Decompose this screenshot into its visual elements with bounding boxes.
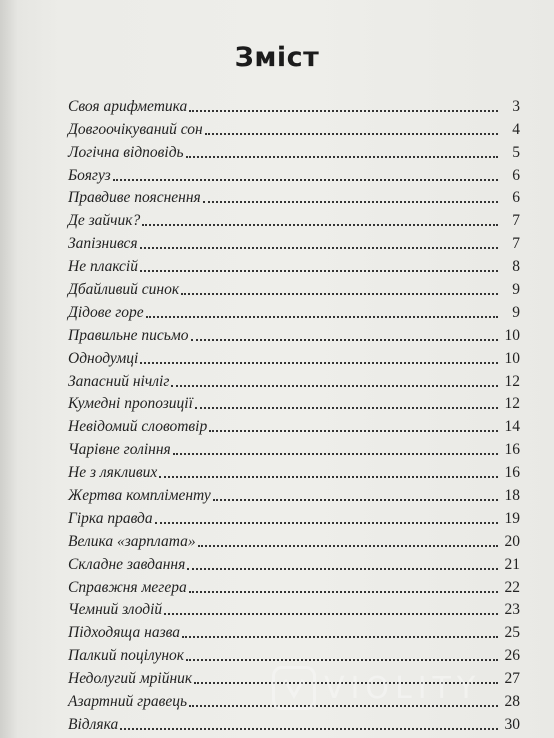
toc-entry [68,436,520,459]
page-title: Зміст [234,42,320,73]
toc-entry-title: Справжня мегера [68,578,187,596]
toc-entry-page: 22 [504,578,520,596]
toc-entry-title: Не плаксій [68,258,138,276]
toc-entry [68,711,520,734]
toc-entry-page: 14 [504,418,520,436]
toc-entry [68,368,520,391]
dot-leader [181,293,498,295]
toc-entry-page: 27 [504,670,520,688]
toc-entry-page: 8 [512,258,520,276]
dot-leader [194,682,498,684]
toc-entry-page: 16 [504,441,520,459]
dot-leader [195,407,498,409]
toc-entry-title: Невідомий словотвір [68,418,208,436]
toc-entry [68,230,520,253]
toc-entry-page: 10 [504,349,520,367]
dot-leader [191,339,498,341]
dot-leader [186,659,498,661]
toc-entry-title: Однодумці [68,349,139,367]
toc-entry-page: 10 [504,326,520,344]
toc-entry [68,139,520,162]
toc-entry [68,551,520,574]
toc-entry-page: 6 [512,189,520,207]
dot-leader [182,636,498,638]
toc-entry-page: 3 [512,97,520,115]
toc-entry-page: 23 [504,601,520,619]
toc-entry [68,505,520,528]
dot-leader [146,316,498,318]
toc-entry-title: Велика «зарплата» [68,532,196,550]
dot-leader [164,613,498,615]
toc-entry [68,665,520,688]
toc-entry-page: 7 [512,235,520,253]
toc-entry-page: 4 [512,120,520,138]
toc-entry-title: Жертва компліменту [68,487,211,505]
toc-entry [68,322,520,345]
toc-entry-page: 12 [504,372,520,390]
toc-entry-title: Запасний нічліг [68,372,170,390]
toc-entry [68,482,520,505]
dot-leader [113,179,498,181]
toc-entry-title: Відляка [68,715,119,733]
toc-entry-title: Запізнився [68,235,138,253]
dot-leader [171,385,498,387]
toc-entry-page: 9 [512,281,520,299]
toc-entry-title: Правильне письмо [68,326,189,344]
toc-entry [68,391,520,414]
toc-entry-page: 20 [504,532,520,550]
toc-entry-title: Чарівне гоління [68,441,171,459]
toc-entry-page: 19 [504,509,520,527]
dot-leader [140,270,498,272]
dot-leader [213,499,498,501]
toc-entry-page: 26 [504,647,520,665]
toc-entry-title: Складне завдання [68,555,186,573]
dot-leader [198,545,498,547]
toc-entry [68,299,520,322]
toc-entry-page: 30 [504,715,520,733]
toc-entry-title: Підходяща назва [68,624,180,642]
toc-entry-title: Кумедні пропозиції [68,395,193,413]
watermark-text: VIOLITY [324,670,482,706]
dot-leader [120,728,498,730]
toc-entry-title: Дідове горе [68,303,144,321]
toc-entry-page: 16 [504,464,520,482]
toc-entry [68,207,520,230]
toc-entry [68,116,520,139]
toc-entry [68,574,520,597]
toc-entry-page: 28 [504,693,520,711]
toc-entry [68,185,520,208]
toc-entry-title: Своя арифметика [68,97,188,115]
toc-entry-title: Довгоочікуваний сон [68,120,203,138]
toc-entry [68,642,520,665]
toc-entry [68,528,520,551]
toc-entry-title: Дбайливий синок [68,281,180,299]
toc-entry-title: Боягуз [68,166,111,184]
toc-entry-page: 7 [512,212,520,230]
toc-entry-title: Де зайчик? [68,212,141,230]
dot-leader [203,201,498,203]
toc-entry-page: 25 [504,624,520,642]
toc-entry [68,162,520,185]
dot-leader [205,133,498,135]
toc-entry [68,688,520,711]
toc-entry [68,276,520,299]
dot-leader [189,591,498,593]
dot-leader [140,362,498,364]
dot-leader [209,430,498,432]
toc-entry-title: Недолугий мрійник [68,670,193,688]
toc-entry [68,345,520,368]
toc-entry-page: 21 [504,555,520,573]
toc-entry-page: 12 [504,395,520,413]
dot-leader [159,476,498,478]
toc-entry [68,459,520,482]
dot-leader [186,156,498,158]
toc-entry-page: 6 [512,166,520,184]
toc-entry [68,93,520,116]
toc-entry-title: Не з лякливих [68,464,158,482]
dot-leader [173,453,498,455]
toc-entry-title: Палкий поцілунок [68,647,185,665]
dot-leader [189,705,498,707]
toc-entry [68,413,520,436]
dot-leader [187,568,498,570]
toc-entry-title: Азартний гравець [68,693,188,711]
toc-entry [68,597,520,620]
dot-leader [155,522,498,524]
dot-leader [140,247,498,249]
toc-entry-title: Правдиве пояснення [68,189,201,207]
table-of-contents [68,93,520,734]
toc-entry-page: 18 [504,487,520,505]
toc-entry-title: Чемний злодій [68,601,163,619]
dot-leader [189,110,498,112]
toc-entry-title: Логічна відповідь [68,143,184,161]
toc-entry-page: 9 [512,303,520,321]
toc-entry-page: 5 [512,143,520,161]
toc-entry [68,253,520,276]
toc-entry [68,619,520,642]
toc-entry-title: Гірка правда [68,509,153,527]
dot-leader [142,224,498,226]
